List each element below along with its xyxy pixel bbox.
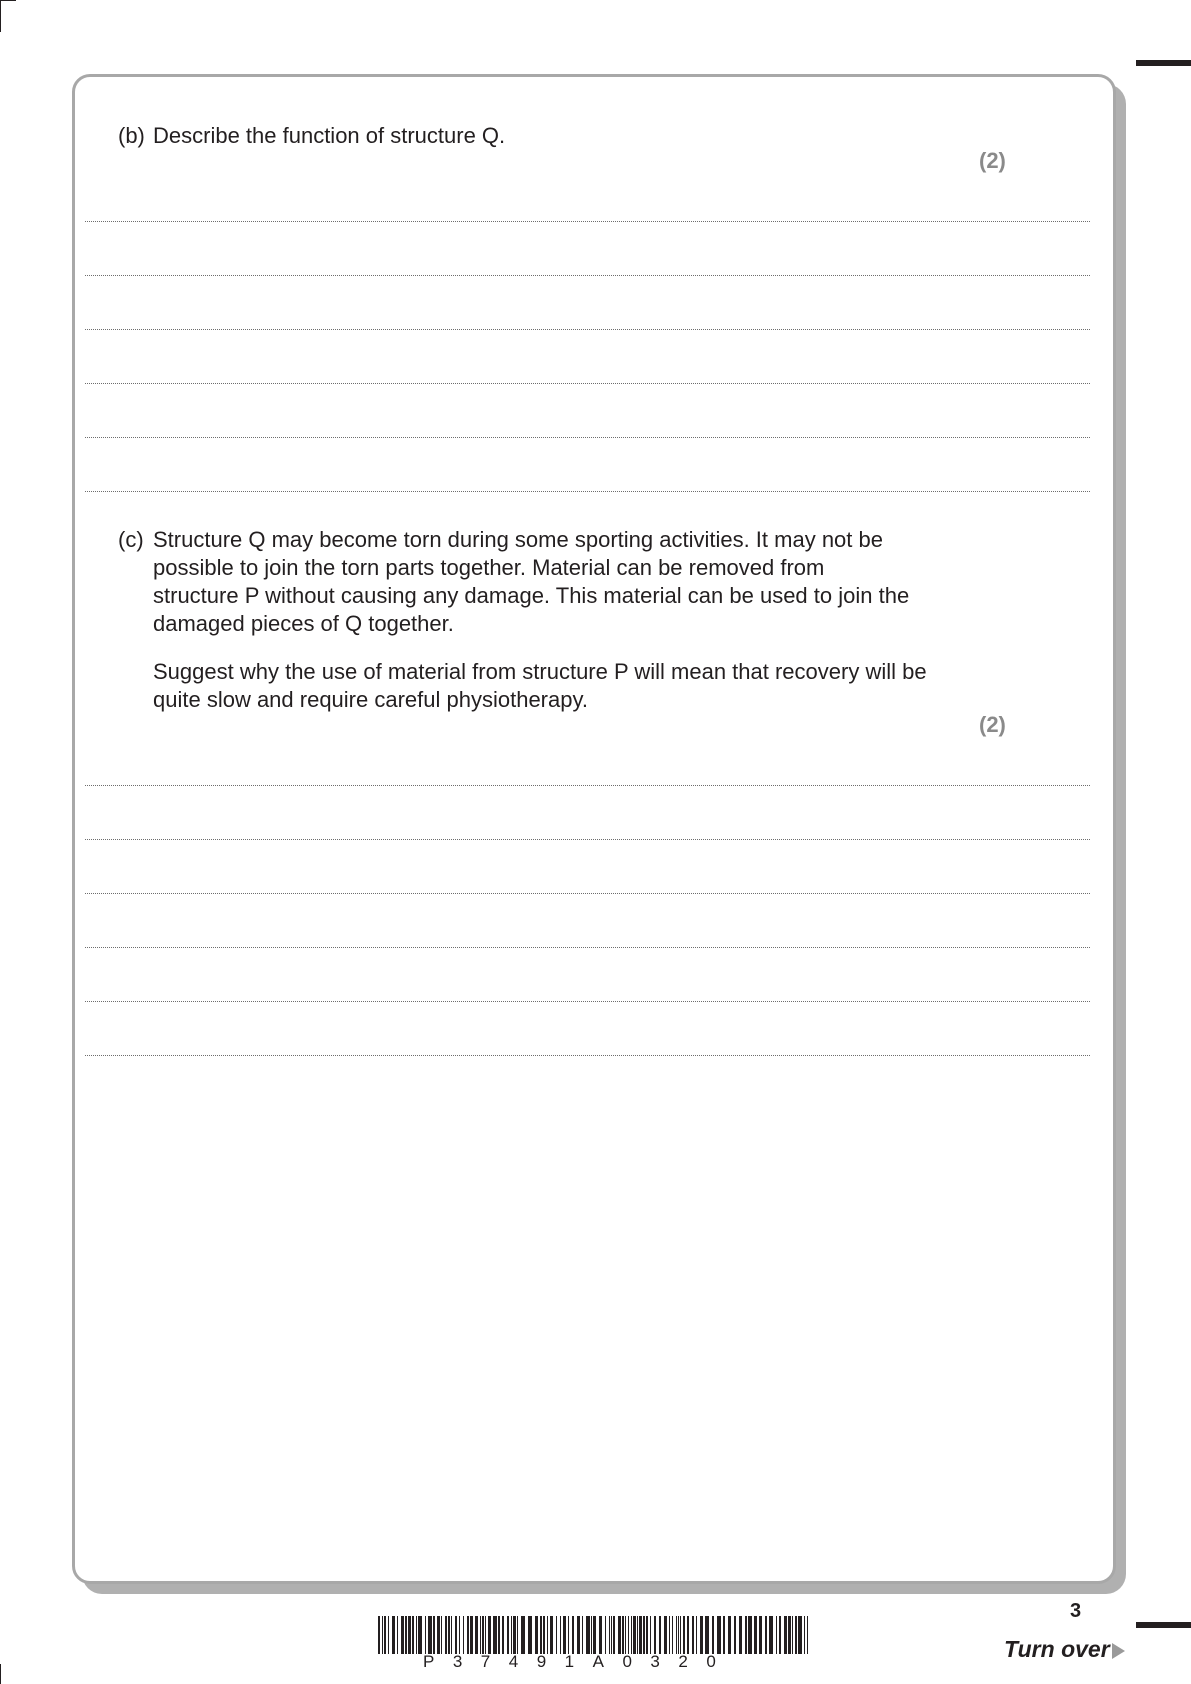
answer-line-b-5[interactable] — [85, 437, 1090, 438]
page-number: 3 — [1070, 1600, 1082, 1622]
answer-line-c-2[interactable] — [85, 839, 1090, 840]
answer-line-c-5[interactable] — [85, 1001, 1090, 1002]
question-c-marks: (2) — [979, 712, 1006, 737]
barcode — [378, 1616, 810, 1654]
crop-mark-vertical-bottom — [0, 1664, 1, 1684]
answer-line-b-2[interactable] — [85, 275, 1090, 276]
crop-mark-horizontal — [0, 0, 16, 1]
turn-over-text: Turn over — [1004, 1636, 1110, 1662]
question-b-text: Describe the function of structure Q. — [153, 123, 506, 148]
question-c-line-1: Structure Q may become torn during some sporting activities. It may not be — [153, 527, 883, 552]
answer-line-b-4[interactable] — [85, 383, 1090, 384]
question-c-line-3: structure P without causing any damage. This material can be used to join the — [153, 583, 910, 608]
question-c-line-4: damaged pieces of Q together. — [153, 611, 454, 636]
turn-over-arrow-icon — [1112, 1643, 1125, 1659]
answer-line-b-3[interactable] — [85, 329, 1090, 330]
edge-mark-top — [1136, 60, 1191, 66]
answer-line-b-1[interactable] — [85, 221, 1090, 222]
answer-line-c-4[interactable] — [85, 947, 1090, 948]
answer-line-b-6[interactable] — [85, 491, 1090, 492]
question-b-label: (b) — [118, 123, 145, 148]
question-b-marks: (2) — [979, 148, 1006, 173]
edge-mark-bottom — [1136, 1622, 1191, 1628]
answer-line-c-3[interactable] — [85, 893, 1090, 894]
question-c-line-2: possible to join the torn parts together. Material can be removed from — [153, 555, 825, 580]
answer-frame — [72, 74, 1116, 1584]
answer-line-c-6[interactable] — [85, 1055, 1090, 1056]
barcode-text: P37491A0320 — [423, 1652, 735, 1671]
answer-line-c-1[interactable] — [85, 785, 1090, 786]
question-c-prompt-line-2: quite slow and require careful physiotherapy. — [153, 687, 588, 712]
question-c-label: (c) — [118, 527, 144, 552]
crop-mark-vertical — [0, 0, 1, 32]
question-c-prompt-line-1: Suggest why the use of material from structure P will mean that recovery will be — [153, 659, 927, 684]
